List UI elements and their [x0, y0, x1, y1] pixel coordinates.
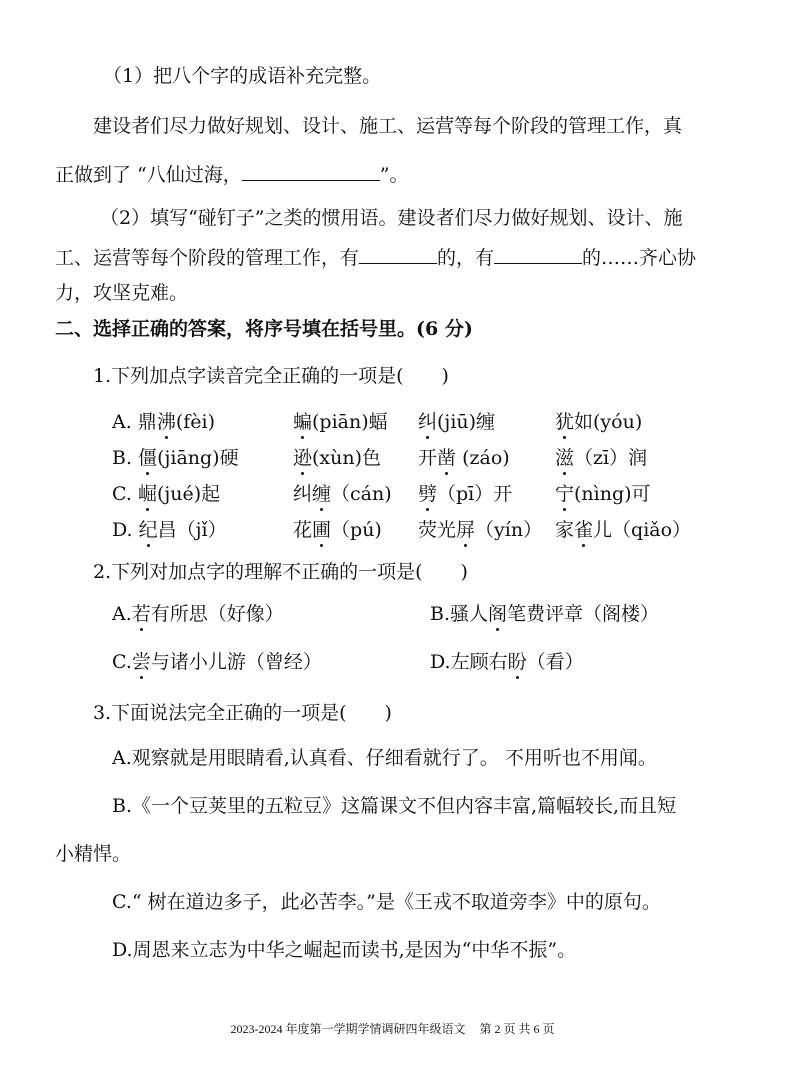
item-prefix: B. — [112, 447, 139, 469]
option-rest: 与诸小儿游（曾经） — [150, 651, 322, 673]
q2-line2-mid: 的，有 — [437, 247, 495, 269]
mc-q1-option-d-item-4 — [555, 518, 691, 542]
q2-line2-end: 的……齐心协 — [582, 247, 697, 269]
mc-q1-option-c-item-2 — [293, 482, 392, 506]
option-rest: （看） — [526, 651, 584, 673]
footer-title: 2023-2024 年度第一学期学情调研四年级语文 — [230, 1022, 466, 1036]
mc-q1-option-c-item-3 — [418, 482, 512, 506]
item-pinyin: (xùn)色 — [312, 447, 382, 469]
idiom-blank-1[interactable] — [359, 243, 437, 264]
q1-text-line2-end: ”。 — [379, 164, 409, 186]
q1-label: （1）把八个字的成语补充完整。 — [103, 65, 382, 87]
option-rest: 笔费评章（阁楼） — [507, 603, 660, 625]
mc-q1-option-c-item-4 — [555, 482, 651, 506]
mc-q3-option-a: A.观察就是用眼睛看,认真看、仔细看就行了。 不用听也不用闻。 — [112, 747, 657, 769]
mc-q3-stem: 3.下面说法完全正确的一项是( ) — [93, 702, 392, 724]
mc-q1-option-a-item-2 — [293, 410, 388, 434]
item-pinyin: (fèi) — [175, 411, 216, 433]
q2-line3: 力，攻坚克难。 — [55, 282, 189, 304]
item-pinyin: (nìng)可 — [574, 483, 651, 505]
dotted-char: 僵 — [138, 447, 158, 469]
item-prefix: C. — [112, 483, 138, 505]
item-pinyin: （cán) — [331, 483, 392, 505]
item-prefix: 荧光 — [418, 519, 457, 541]
mc-q2-option-a — [112, 602, 284, 626]
dotted-char: 若 — [131, 603, 151, 625]
item-pinyin: (záo) — [456, 447, 510, 469]
idiom-blank-2[interactable] — [494, 243, 582, 264]
mc-q2-option-c — [112, 650, 322, 674]
mc-q1-option-c-item-1 — [112, 482, 220, 506]
item-pinyin: （pú) — [331, 519, 382, 541]
item-prefix: 开 — [418, 447, 438, 469]
mc-q1-option-d-item-3 — [418, 518, 542, 542]
item-pinyin: 儿（qiǎo） — [593, 519, 692, 541]
item-pinyin: (piān)蝠 — [312, 411, 388, 433]
option-prefix: D.左顾右 — [430, 651, 508, 673]
item-pinyin: 如(yóu) — [574, 411, 643, 433]
option-prefix: B.骚人 — [430, 603, 489, 625]
item-prefix: 花 — [293, 519, 313, 541]
mc-q1-option-b-item-2 — [293, 446, 381, 470]
mc-q1-stem: 1.下列加点字读音完全正确的一项是( ) — [93, 365, 449, 387]
dotted-char: 阁 — [488, 603, 508, 625]
mc-q1-option-a-item-4 — [555, 410, 642, 434]
mc-q1-option-d-item-2 — [293, 518, 382, 542]
q1-text-line2-start: 正做到了 “八仙过海， — [55, 164, 242, 186]
item-prefix: D. — [112, 519, 139, 541]
q1-text-line1: 建设者们尽力做好规划、设计、施工、运营等每个阶段的管理工作，真 — [93, 115, 683, 137]
item-prefix: 纠 — [293, 483, 313, 505]
item-prefix: 家 — [555, 519, 575, 541]
q1-text-line2 — [55, 160, 408, 187]
dotted-char: 滋 — [555, 447, 575, 469]
q2-line1: （2）填写“碰钉子”之类的惯用语。建设者们尽力做好规划、设计、施 — [100, 207, 683, 229]
dotted-char: 尝 — [131, 651, 151, 673]
dotted-char: 犹 — [555, 411, 575, 433]
idiom-answer-blank[interactable] — [242, 160, 380, 181]
dotted-char: 雀 — [574, 519, 594, 541]
mc-q1-option-d-item-1 — [112, 518, 227, 542]
q2-line2 — [55, 243, 696, 270]
item-pinyin: (jué)起 — [156, 483, 221, 505]
option-rest: 有所思（好像） — [150, 603, 284, 625]
mc-q2-option-b — [430, 602, 659, 626]
item-pinyin: （yín） — [475, 519, 543, 541]
dotted-char: 纠 — [418, 411, 438, 433]
dotted-char: 沸 — [156, 411, 176, 433]
mc-q1-option-b-item-1 — [112, 446, 239, 470]
dotted-char: 崛 — [137, 483, 157, 505]
mc-q3-option-d: D.周恩来立志为中华之崛起而读书,是因为“中华不振”。 — [112, 939, 577, 961]
item-pinyin: (jiū)缠 — [437, 411, 496, 433]
page-footer — [0, 1021, 785, 1037]
dotted-char: 屏 — [456, 519, 476, 541]
mc-q3-option-c: C.“ 树在道边多子，此必苦李。”是《王戎不取道旁李》中的原句。 — [112, 891, 661, 913]
q2-line2-start: 工、运营等每个阶段的管理工作，有 — [55, 247, 360, 269]
option-prefix: A. — [112, 603, 132, 625]
mc-q2-stem: 2.下列对加点字的理解不正确的一项是( ) — [93, 561, 468, 583]
dotted-char: 凿 — [437, 447, 457, 469]
dotted-char: 蝙 — [293, 411, 313, 433]
mc-q1-option-a-item-3 — [418, 410, 495, 434]
item-pinyin: （zī）润 — [574, 447, 648, 469]
mc-q3-option-b-line1: B.《一个豆荚里的五粒豆》这篇课文不但内容丰富,篇幅较长,而且短 — [112, 795, 677, 817]
item-prefix: A. 鼎 — [112, 411, 157, 433]
mc-q2-option-d — [430, 650, 584, 674]
dotted-char: 缠 — [312, 483, 332, 505]
item-pinyin: (jiāng)硬 — [157, 447, 239, 469]
footer-page-number: 第 2 页 共 6 页 — [479, 1022, 555, 1036]
dotted-char: 纪 — [138, 519, 158, 541]
mc-q3-option-b-line2: 小精悍。 — [55, 843, 132, 865]
dotted-char: 盼 — [507, 651, 527, 673]
dotted-char: 劈 — [418, 483, 438, 505]
dotted-char: 圃 — [312, 519, 332, 541]
section2-heading: 二、选择正确的答案，将序号填在括号里。(6 分) — [55, 318, 473, 340]
item-pinyin: （pī）开 — [437, 483, 513, 505]
item-pinyin: 昌（jǐ） — [157, 519, 227, 541]
mc-q1-option-a-item-1 — [112, 410, 215, 434]
mc-q1-option-b-item-4 — [555, 446, 647, 470]
option-prefix: C. — [112, 651, 132, 673]
dotted-char: 宁 — [555, 483, 575, 505]
dotted-char: 逊 — [293, 447, 313, 469]
mc-q1-option-b-item-3 — [418, 446, 510, 470]
